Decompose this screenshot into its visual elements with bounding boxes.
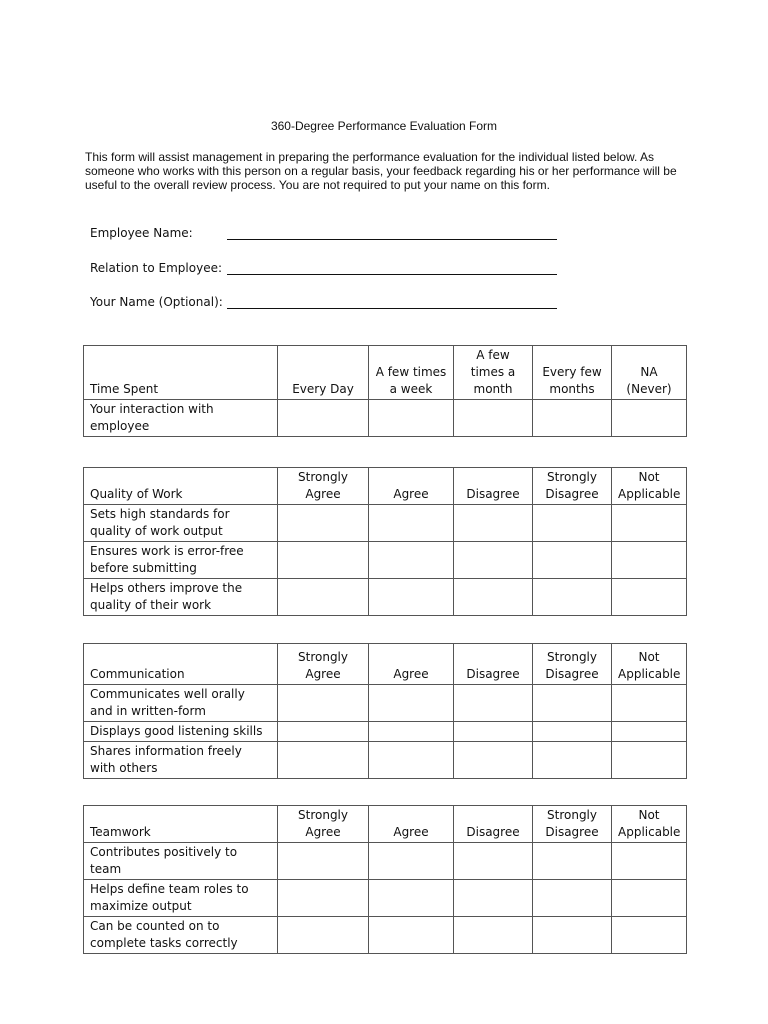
column-header: Disagree <box>454 468 533 505</box>
rating-cell[interactable] <box>454 505 533 542</box>
column-header: Not Applicable <box>612 644 687 685</box>
rating-cell[interactable] <box>278 542 369 579</box>
communication-table <box>83 643 687 779</box>
table-header-row <box>84 644 687 685</box>
rating-cell[interactable] <box>278 880 369 917</box>
rating-cell[interactable] <box>533 579 612 616</box>
rating-cell[interactable] <box>454 400 533 437</box>
rating-cell[interactable] <box>278 400 369 437</box>
row-label: Your interaction with employee <box>84 400 278 437</box>
column-header: A few times a month <box>454 346 533 400</box>
rating-cell[interactable] <box>454 542 533 579</box>
rating-cell[interactable] <box>533 505 612 542</box>
table-row <box>84 505 687 542</box>
column-header: Communication <box>84 644 278 685</box>
table-header-row <box>84 806 687 843</box>
table-row <box>84 742 687 779</box>
table-header-row <box>84 468 687 505</box>
rating-cell[interactable] <box>612 579 687 616</box>
table-row <box>84 722 687 742</box>
table-row <box>84 542 687 579</box>
rating-cell[interactable] <box>369 685 454 722</box>
column-header: Strongly Agree <box>278 806 369 843</box>
teamwork-table <box>83 805 687 954</box>
column-header: Disagree <box>454 806 533 843</box>
employee-name-field[interactable] <box>227 239 557 240</box>
rating-cell[interactable] <box>533 880 612 917</box>
column-header: Teamwork <box>84 806 278 843</box>
your-name-label: Your Name (Optional): <box>90 295 223 309</box>
rating-cell[interactable] <box>454 880 533 917</box>
column-header: Agree <box>369 644 454 685</box>
rating-cell[interactable] <box>369 843 454 880</box>
rating-cell[interactable] <box>533 685 612 722</box>
rating-cell[interactable] <box>612 400 687 437</box>
rating-cell[interactable] <box>369 505 454 542</box>
column-header: Every few months <box>533 346 612 400</box>
column-header: Strongly Disagree <box>533 644 612 685</box>
rating-cell[interactable] <box>278 579 369 616</box>
row-label: Communicates well orally and in written-form <box>84 685 278 722</box>
rating-cell[interactable] <box>278 722 369 742</box>
rating-cell[interactable] <box>612 843 687 880</box>
rating-cell[interactable] <box>369 917 454 954</box>
table-row <box>84 843 687 880</box>
rating-cell[interactable] <box>612 722 687 742</box>
rating-cell[interactable] <box>369 400 454 437</box>
intro-paragraph: This form will assist management in preparing the performance evaluation for the individual listed below. As someone who works with this person on a regular basis, your feedback regarding his or her performance will be useful to the overall review process. You are not required to put your name on this form. <box>85 150 677 192</box>
column-header: Not Applicable <box>612 806 687 843</box>
rating-cell[interactable] <box>612 880 687 917</box>
your-name-field[interactable] <box>227 308 557 309</box>
rating-cell[interactable] <box>278 505 369 542</box>
table-row <box>84 579 687 616</box>
form-title: 360-Degree Performance Evaluation Form <box>270 119 498 133</box>
rating-cell[interactable] <box>454 843 533 880</box>
rating-cell[interactable] <box>612 505 687 542</box>
column-header: Strongly Disagree <box>533 806 612 843</box>
row-label: Can be counted on to complete tasks correctly <box>84 917 278 954</box>
rating-cell[interactable] <box>533 542 612 579</box>
rating-cell[interactable] <box>454 917 533 954</box>
rating-cell[interactable] <box>612 742 687 779</box>
rating-cell[interactable] <box>454 722 533 742</box>
rating-cell[interactable] <box>369 542 454 579</box>
rating-cell[interactable] <box>454 685 533 722</box>
time-spent-table <box>83 345 687 437</box>
column-header: Strongly Agree <box>278 644 369 685</box>
rating-cell[interactable] <box>533 722 612 742</box>
relation-label: Relation to Employee: <box>90 261 223 275</box>
table-row <box>84 880 687 917</box>
rating-cell[interactable] <box>454 742 533 779</box>
rating-cell[interactable] <box>369 880 454 917</box>
rating-cell[interactable] <box>369 722 454 742</box>
rating-cell[interactable] <box>369 742 454 779</box>
rating-cell[interactable] <box>612 685 687 722</box>
row-label: Displays good listening skills <box>84 722 278 742</box>
row-label: Helps others improve the quality of their work <box>84 579 278 616</box>
column-header: Agree <box>369 468 454 505</box>
rating-cell[interactable] <box>533 917 612 954</box>
rating-cell[interactable] <box>533 400 612 437</box>
table-header-row <box>84 346 687 400</box>
rating-cell[interactable] <box>278 685 369 722</box>
row-label: Helps define team roles to maximize output <box>84 880 278 917</box>
rating-cell[interactable] <box>533 742 612 779</box>
rating-cell[interactable] <box>369 579 454 616</box>
table-row <box>84 685 687 722</box>
rating-cell[interactable] <box>612 917 687 954</box>
table-row <box>84 400 687 437</box>
rating-cell[interactable] <box>278 742 369 779</box>
rating-cell[interactable] <box>454 579 533 616</box>
row-label: Sets high standards for quality of work output <box>84 505 278 542</box>
column-header: Strongly Disagree <box>533 468 612 505</box>
employee-name-label: Employee Name: <box>90 226 193 240</box>
column-header: A few times a week <box>369 346 454 400</box>
table-row <box>84 917 687 954</box>
column-header: Disagree <box>454 644 533 685</box>
column-header: Agree <box>369 806 454 843</box>
quality-of-work-table <box>83 467 687 616</box>
row-label: Shares information freely with others <box>84 742 278 779</box>
rating-cell[interactable] <box>612 542 687 579</box>
column-header: NA (Never) <box>612 346 687 400</box>
rating-cell[interactable] <box>278 843 369 880</box>
relation-field[interactable] <box>227 274 557 275</box>
rating-cell[interactable] <box>278 917 369 954</box>
column-header: Not Applicable <box>612 468 687 505</box>
row-label: Contributes positively to team <box>84 843 278 880</box>
rating-cell[interactable] <box>533 843 612 880</box>
column-header: Time Spent <box>84 346 278 400</box>
column-header: Strongly Agree <box>278 468 369 505</box>
column-header: Every Day <box>278 346 369 400</box>
column-header: Quality of Work <box>84 468 278 505</box>
row-label: Ensures work is error-free before submitting <box>84 542 278 579</box>
